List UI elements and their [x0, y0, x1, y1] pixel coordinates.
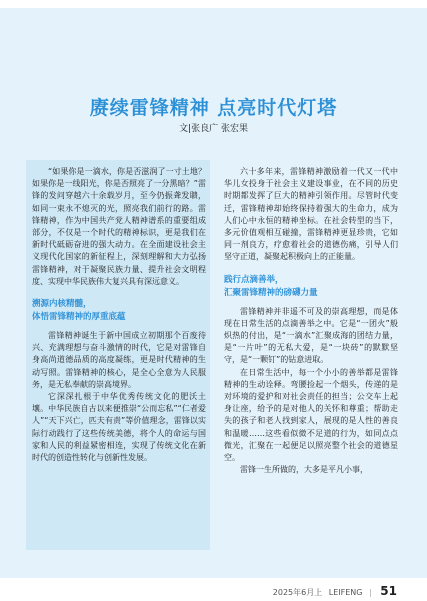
paragraph: 六十多年来，雷锋精神激励着一代又一代中华儿女投身于社会主义建设事业，在不同的历史时期都发挥了巨大的精神引领作用。尽管时代变迁，雷锋精神却始终保持着强大的生命力，成为人们心中永恒的精神坐标。在社会转型的当下，多元价值观相互碰撞，雷锋精神更显珍贵，它如同一剂良方，疗愈着社会的道德伤痛，引导人们坚守正道，凝聚起积极向上的正能量。: [224, 167, 398, 262]
section-heading: [32, 298, 206, 324]
section-heading: [224, 274, 398, 300]
section-heading-line: 汇聚雷锋精神的磅礴力量: [224, 287, 318, 298]
page-number: 51: [380, 584, 397, 598]
article-byline: 文|张良广 张宏果: [179, 124, 248, 134]
paragraph: 它深深扎根于中华优秀传统文化的肥沃土壤。中华民族自古以来便推崇“公而忘私”“仁者爱人”“天下兴亡，匹夫有责”等价值理念，雷锋以实际行动践行了这些传统美德，将个人的命运与国家和人民的利益紧密相连，实现了传统文化在新时代的创造性转化与创新性发展。: [32, 392, 206, 463]
section-heading-line: 践行点滴善举，: [224, 274, 284, 285]
page-footer: [273, 584, 397, 598]
paragraph: “如果你是一滴水，你是否滋润了一寸土地？如果你是一线阳光，你是否照亮了一分黑暗？”雷锋的发问穿越六十余载岁月，至今仍振聋发聩，如同一束永不熄灭的光，照亮我们前行的路。雷锋精神，作为中国共产党人精神谱系的重要组成部分，不仅是一个时代的精神标识，更是我们在新时代砥砺奋进的强大动力。在全面建设社会主义现代化国家的新征程上，深刻理解和大力弘扬雷锋精神，对于凝聚民族力量、提升社会文明程度、实现中华民族伟大复兴具有深远意义。: [32, 167, 206, 286]
issue-date: 2025年6月上: [272, 588, 323, 597]
paragraph: 雷锋精神并非遥不可及的崇高理想，而是体现在日常生活的点滴善举之中。它是“一团火”般炽热的付出，是“一滴水”汇聚成海的团结力量，是“一片叶”的无私大爱，是“一块砖”的默默坚守，是“一颗钉”的钻意进取。: [224, 306, 398, 365]
footer-divider: |: [369, 588, 372, 597]
article-title: 赓续雷锋精神 点亮时代灯塔: [89, 97, 338, 119]
left-column: [26, 160, 210, 550]
section-heading-line: 体悟雷锋精神的厚重底蕴: [32, 312, 126, 323]
section-heading-line: 溯源内核精髓，: [32, 299, 92, 310]
paragraph: 雷锋一生所做的，大多是平凡小事，: [240, 465, 368, 475]
paragraph: 在日常生活中，每一个小小的善举都是雷锋精神的生动诠释。弯腰捡起一个烟头，传递的是对环境的爱护和对社会责任的担当；公交车上起身让座，给予的是对他人的关怀和尊重；帮助走失的孩子和老人找到家人，展现的是人性的善良和温暖……这些看似微不足道的行为，如同点点微光，汇聚在一起便足以照亮整个社会的道德星空。: [224, 367, 398, 463]
right-column: [218, 160, 402, 550]
paragraph: 雷锋精神诞生于新中国成立初期那个百废待兴、充满理想与奋斗激情的时代，它是对雷锋自身高尚道德品质的高度凝练，更是时代精神的生动写照。雷锋精神的核心，是全心全意为人民服务，是无私奉献的崇高境界。: [32, 331, 206, 389]
magazine-name: LEIFENG: [328, 588, 363, 597]
